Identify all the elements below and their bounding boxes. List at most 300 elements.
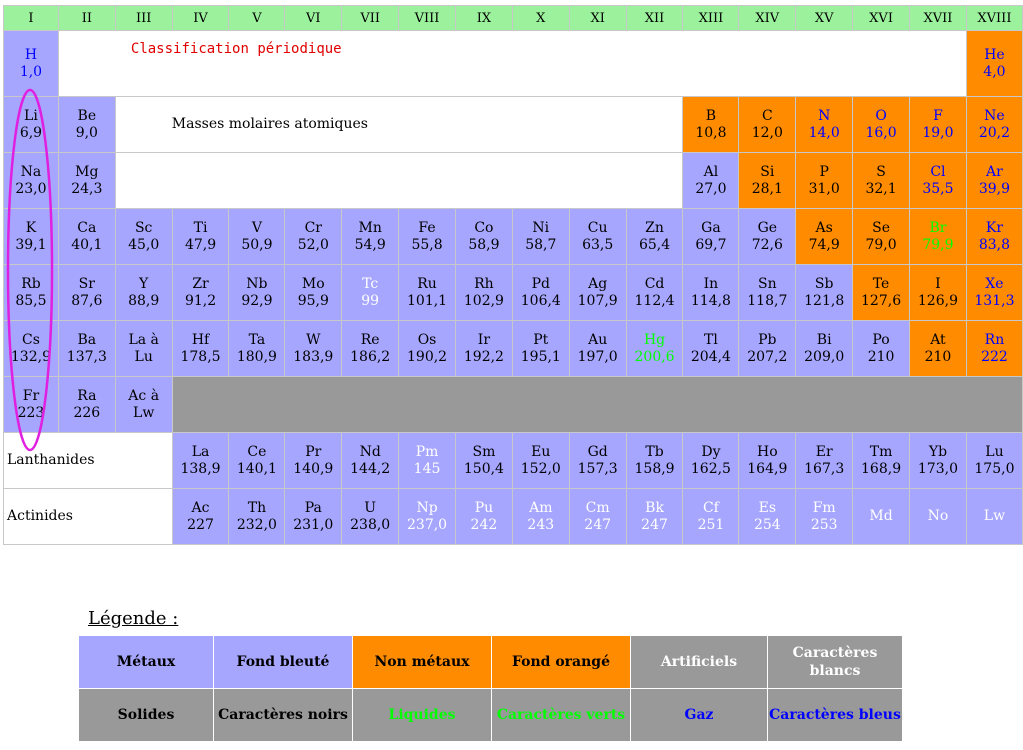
element-cell: [739, 153, 796, 209]
group-header: II: [58, 6, 115, 31]
element-mass: 31,0: [808, 180, 840, 197]
element-symbol: Au: [588, 331, 608, 348]
element-symbol: Fr: [22, 387, 40, 404]
table-row: [4, 489, 1023, 545]
element-mass: 190,2: [407, 348, 448, 365]
element-symbol: Np: [416, 499, 438, 516]
legend-metals: Métaux: [79, 636, 214, 689]
element-cell: [285, 321, 342, 377]
group-header: IX: [455, 6, 512, 31]
periodic-table: [3, 5, 1023, 545]
element-mass: 99: [361, 292, 380, 309]
element-symbol: Pr: [305, 443, 322, 460]
element-cell: [58, 209, 115, 265]
element-cell: [285, 265, 342, 321]
element-mass: 164,9: [747, 460, 788, 477]
element-symbol: Pt: [533, 331, 549, 348]
group-header: VII: [342, 6, 399, 31]
element-mass: 52,0: [297, 236, 329, 253]
element-mass: 138,9: [180, 460, 221, 477]
empty-cell: [115, 153, 683, 209]
element-symbol: Ga: [701, 219, 721, 236]
element-symbol: Fe: [418, 219, 436, 236]
group-header: X: [512, 6, 569, 31]
page-subtitle: Masses molaires atomiques: [115, 97, 683, 153]
element-mass: 144,2: [350, 460, 391, 477]
element-cell: [853, 97, 910, 153]
element-cell: [626, 489, 683, 545]
legend-black-characters: Caractères noirs: [214, 689, 353, 742]
element-symbol: Re: [360, 331, 380, 348]
group-header: VIII: [399, 6, 456, 31]
element-symbol: Ir: [477, 331, 491, 348]
element-mass: 32,1: [865, 180, 897, 197]
element-symbol: Zr: [192, 275, 209, 292]
element-cell: [739, 209, 796, 265]
element-cell: [342, 209, 399, 265]
element-cell: [853, 209, 910, 265]
element-mass: 1,0: [19, 63, 43, 80]
element-mass: 210: [924, 348, 952, 365]
element-mass: 137,3: [66, 348, 107, 365]
element-symbol: Ru: [417, 275, 437, 292]
element-cell: [229, 489, 285, 545]
legend-liquids: Liquides: [353, 689, 492, 742]
element-cell: [966, 153, 1022, 209]
element-mass: 237,0: [407, 516, 448, 533]
element-cell: [796, 489, 853, 545]
group-header: XI: [569, 6, 626, 31]
element-cell: [285, 209, 342, 265]
element-cell: [172, 209, 229, 265]
element-mass: 95,9: [297, 292, 329, 309]
element-mass: 79,0: [865, 236, 897, 253]
element-cell: [58, 153, 115, 209]
element-symbol: Al: [703, 163, 719, 180]
element-symbol: Bk: [645, 499, 664, 516]
element-cell: [966, 209, 1022, 265]
element-symbol: Pa: [304, 499, 322, 516]
element-mass: 242: [470, 516, 498, 533]
element-cell: [285, 433, 342, 489]
element-symbol: Am: [529, 499, 553, 516]
element-cell: [115, 321, 172, 377]
element-cell: [569, 489, 626, 545]
element-cell: [739, 265, 796, 321]
element-symbol: Ar: [986, 163, 1003, 180]
element-mass: 168,9: [861, 460, 902, 477]
group-header: III: [115, 6, 172, 31]
element-symbol: Th: [247, 499, 267, 516]
element-mass: 126,9: [917, 292, 958, 309]
element-cell: [626, 265, 683, 321]
legend-solids: Solides: [79, 689, 214, 742]
group-header: XVIII: [966, 6, 1022, 31]
element-cell: [910, 489, 967, 545]
element-cell: [569, 433, 626, 489]
element-symbol: Os: [417, 331, 437, 348]
element-symbol: B: [705, 107, 717, 124]
element-cell: [966, 321, 1022, 377]
element-mass: 200,6: [634, 348, 675, 365]
element-cell: [455, 209, 512, 265]
element-cell: [512, 321, 569, 377]
element-symbol: Hf: [191, 331, 210, 348]
element-cell: [569, 321, 626, 377]
element-cell: [626, 209, 683, 265]
group-header: IV: [172, 6, 229, 31]
element-cell: [172, 265, 229, 321]
element-mass: 247: [641, 516, 668, 533]
element-cell: [399, 433, 456, 489]
element-mass: 178,5: [180, 348, 221, 365]
element-symbol: I: [935, 275, 941, 292]
element-symbol: U: [364, 499, 377, 516]
element-mass: 162,5: [690, 460, 731, 477]
element-symbol: Zn: [645, 219, 664, 236]
element-cell: [229, 321, 285, 377]
element-symbol: La à: [128, 331, 159, 348]
element-mass: 58,7: [525, 236, 557, 253]
element-mass: 55,8: [411, 236, 443, 253]
element-cell: [399, 489, 456, 545]
legend-artificial: Artificiels: [631, 636, 768, 689]
legend-blue-background: Fond bleuté: [214, 636, 353, 689]
element-mass: 226: [73, 404, 101, 421]
element-symbol: Xe: [985, 275, 1004, 292]
element-mass: 132,9: [10, 348, 51, 365]
element-symbol: Ni: [532, 219, 550, 236]
element-mass: 192,2: [463, 348, 504, 365]
element-cell: [512, 265, 569, 321]
element-mass: 65,4: [638, 236, 671, 253]
element-symbol: Md: [869, 508, 893, 524]
lanthanides-label: Lanthanides: [4, 433, 173, 489]
element-symbol: Hg: [643, 331, 666, 348]
element-symbol: Er: [815, 443, 833, 460]
element-cell: [512, 209, 569, 265]
element-cell: [910, 321, 967, 377]
element-mass: Lu: [134, 348, 153, 365]
element-symbol: Ag: [588, 275, 608, 292]
element-mass: 40,1: [71, 236, 103, 253]
legend-row-states: [79, 689, 903, 742]
element-symbol: At: [930, 331, 946, 348]
element-cell: [683, 433, 739, 489]
element-mass: 207,2: [747, 348, 788, 365]
element-symbol: Mo: [301, 275, 325, 292]
element-cell: [569, 209, 626, 265]
element-cell: [229, 265, 285, 321]
element-symbol: Se: [872, 219, 890, 236]
table-row: [4, 321, 1023, 377]
element-cell: [683, 97, 739, 153]
element-cell: [455, 433, 512, 489]
element-mass: 157,3: [577, 460, 618, 477]
element-symbol: P: [819, 163, 829, 180]
element-mass: 112,4: [634, 292, 675, 309]
element-mass: 27,0: [695, 180, 727, 197]
element-cell: [966, 489, 1022, 545]
element-mass: 227: [187, 516, 214, 533]
element-mass: 152,0: [520, 460, 561, 477]
element-mass: 145: [413, 460, 441, 477]
element-cell: [683, 489, 739, 545]
element-mass: 253: [810, 516, 838, 533]
element-cell: [58, 265, 115, 321]
highlight-oval: [0, 85, 60, 465]
element-symbol: Nd: [359, 443, 381, 460]
element-symbol: Tc: [362, 275, 379, 292]
element-cell: [966, 433, 1022, 489]
table-row: [4, 31, 1023, 97]
element-cell: [115, 265, 172, 321]
element-mass: 102,9: [463, 292, 504, 309]
element-cell: [683, 153, 739, 209]
element-cell: [910, 433, 967, 489]
element-symbol: F: [933, 107, 943, 124]
element-mass: 238,0: [350, 516, 391, 533]
element-mass: 39,1: [15, 236, 47, 253]
element-mass: 58,9: [468, 236, 500, 253]
element-symbol: Fm: [812, 499, 836, 516]
element-cell: [58, 321, 115, 377]
element-mass: 85,5: [15, 292, 47, 309]
element-mass: 197,0: [577, 348, 618, 365]
element-cell: [796, 265, 853, 321]
element-symbol: Cu: [587, 219, 608, 236]
element-cell: [796, 97, 853, 153]
gray-filler: [172, 377, 1022, 433]
element-mass: 140,1: [236, 460, 277, 477]
element-mass: 45,0: [128, 236, 160, 253]
element-mass: 121,8: [804, 292, 845, 309]
element-symbol: As: [815, 219, 833, 236]
element-mass: 69,7: [695, 236, 727, 253]
element-mass: 140,9: [293, 460, 334, 477]
element-mass: 47,9: [184, 236, 217, 253]
element-cell: [172, 321, 229, 377]
element-mass: 87,6: [71, 292, 103, 309]
element-cell: [966, 97, 1022, 153]
element-symbol: Si: [760, 163, 775, 180]
element-mass: 50,9: [241, 236, 273, 253]
element-cell: [683, 265, 739, 321]
element-symbol: Be: [77, 107, 97, 124]
element-symbol: Sc: [134, 219, 153, 236]
element-symbol: Mg: [75, 163, 99, 180]
element-cell: [910, 209, 967, 265]
element-symbol: Ca: [77, 219, 97, 236]
element-symbol: Ce: [247, 443, 267, 460]
element-symbol: Es: [758, 499, 777, 516]
element-cell: [455, 265, 512, 321]
element-cell: [966, 265, 1022, 321]
element-mass: 10,8: [695, 124, 727, 141]
element-cell: [796, 209, 853, 265]
element-symbol: Na: [20, 163, 42, 180]
element-symbol: Ho: [756, 443, 778, 460]
legend-blue-characters: Caractères bleus: [768, 689, 903, 742]
element-symbol: La: [191, 443, 210, 460]
element-mass: 91,2: [184, 292, 217, 309]
element-cell: [229, 209, 285, 265]
element-mass: 186,2: [350, 348, 391, 365]
element-mass: 251: [697, 516, 725, 533]
element-mass: 173,0: [917, 460, 958, 477]
element-mass: 28,1: [751, 180, 783, 197]
element-symbol: Cd: [644, 275, 665, 292]
table-row: [4, 433, 1023, 489]
element-mass: 107,9: [577, 292, 618, 309]
element-mass: 247: [584, 516, 612, 533]
element-symbol: C: [761, 107, 773, 124]
element-symbol: W: [306, 331, 321, 348]
element-cell: [569, 265, 626, 321]
legend-table: [78, 635, 903, 742]
element-symbol: Li: [24, 107, 38, 124]
element-cell: [626, 433, 683, 489]
element-symbol: Sm: [472, 443, 496, 460]
element-symbol: Te: [872, 275, 890, 292]
element-symbol: Tm: [869, 443, 893, 460]
element-symbol: Cm: [585, 499, 610, 516]
element-cell: [626, 321, 683, 377]
element-cell: [172, 489, 229, 545]
element-mass: 35,5: [922, 180, 954, 197]
element-cell: [739, 433, 796, 489]
legend-orange-background: Fond orangé: [492, 636, 631, 689]
element-symbol: Sr: [78, 275, 95, 292]
element-cell: [966, 31, 1022, 97]
element-symbol: Cs: [21, 331, 40, 348]
element-mass: Lw: [133, 404, 155, 421]
element-cell: [739, 321, 796, 377]
element-symbol: No: [927, 508, 949, 524]
element-cell: [796, 321, 853, 377]
element-cell: [342, 321, 399, 377]
element-cell: [455, 489, 512, 545]
legend-nonmetals: Non métaux: [353, 636, 492, 689]
element-symbol: N: [818, 107, 831, 124]
element-symbol: Tl: [704, 331, 718, 348]
element-mass: 6,9: [19, 124, 43, 141]
element-cell: [229, 433, 285, 489]
group-header: V: [229, 6, 285, 31]
element-mass: 167,3: [804, 460, 845, 477]
actinides-label: Actinides: [4, 489, 173, 545]
group-header: XVII: [910, 6, 967, 31]
element-mass: 180,9: [236, 348, 277, 365]
element-cell: [910, 153, 967, 209]
element-symbol: Cl: [930, 163, 946, 180]
element-mass: 92,9: [241, 292, 273, 309]
table-row: [4, 209, 1023, 265]
element-cell: [399, 265, 456, 321]
element-symbol: Ge: [757, 219, 778, 236]
element-symbol: He: [984, 46, 1005, 63]
element-cell: [58, 377, 115, 433]
element-cell: [115, 377, 172, 433]
element-cell: [796, 153, 853, 209]
group-header: XIV: [739, 6, 796, 31]
element-symbol: Bi: [816, 331, 832, 348]
element-mass: 106,4: [520, 292, 561, 309]
group-header: VI: [285, 6, 342, 31]
element-cell: [285, 489, 342, 545]
element-cell: [796, 433, 853, 489]
element-symbol: Ta: [248, 331, 266, 348]
element-symbol: Y: [139, 275, 149, 292]
element-symbol: Gd: [587, 443, 608, 460]
table-row: [4, 153, 1023, 209]
element-mass: 131,3: [974, 292, 1015, 309]
element-symbol: Po: [872, 331, 890, 348]
group-header: XII: [626, 6, 683, 31]
element-symbol: H: [24, 46, 38, 63]
element-cell: [853, 153, 910, 209]
element-symbol: Mn: [358, 219, 382, 236]
page-title: Classification périodique: [58, 31, 966, 97]
element-symbol: Rb: [21, 275, 41, 292]
group-header: XIII: [683, 6, 739, 31]
element-mass: 14,0: [808, 124, 840, 141]
element-mass: 83,8: [978, 236, 1011, 253]
element-cell: [512, 489, 569, 545]
element-mass: 254: [753, 516, 781, 533]
element-symbol: Rn: [984, 331, 1005, 348]
element-mass: 4,0: [983, 63, 1006, 80]
element-mass: 127,6: [861, 292, 902, 309]
table-row: [4, 265, 1023, 321]
element-mass: 20,2: [978, 124, 1011, 141]
element-symbol: Kr: [985, 219, 1004, 236]
element-mass: 243: [527, 516, 555, 533]
element-symbol: S: [876, 163, 886, 180]
element-symbol: Pd: [531, 275, 550, 292]
element-symbol: Pb: [758, 331, 777, 348]
element-cell: [399, 321, 456, 377]
element-mass: 23,0: [15, 180, 47, 197]
element-symbol: V: [251, 219, 262, 236]
legend-row-states-colors: [79, 636, 903, 689]
legend-white-characters: Caractères blancs: [768, 636, 903, 689]
element-cell: [683, 321, 739, 377]
element-cell: [399, 209, 456, 265]
element-symbol: Ra: [77, 387, 97, 404]
element-mass: 223: [17, 404, 45, 421]
element-symbol: Ba: [77, 331, 97, 348]
element-mass: 88,9: [128, 292, 160, 309]
element-cell: [172, 433, 229, 489]
element-cell: [455, 321, 512, 377]
element-symbol: Pu: [474, 499, 494, 516]
element-symbol: Nb: [246, 275, 268, 292]
element-cell: [853, 433, 910, 489]
element-cell: [853, 489, 910, 545]
legend-title: Légende :: [88, 608, 179, 629]
element-cell: [512, 433, 569, 489]
element-cell: [853, 265, 910, 321]
element-symbol: Yb: [928, 443, 948, 460]
table-row: [4, 97, 1023, 153]
element-mass: 114,8: [690, 292, 731, 309]
element-cell: [739, 97, 796, 153]
element-mass: 232,0: [236, 516, 277, 533]
element-cell: [115, 209, 172, 265]
element-symbol: Tb: [645, 443, 664, 460]
element-mass: 12,0: [751, 124, 783, 141]
